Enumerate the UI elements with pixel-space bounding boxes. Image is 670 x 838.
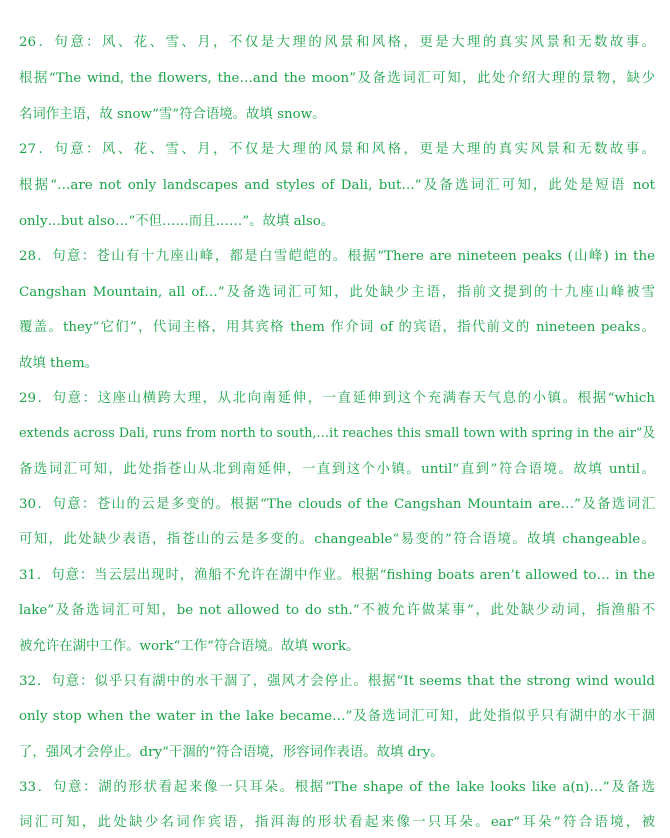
explanation-line: only…but also…“不但……而且……”。故填 also。 xyxy=(19,214,335,229)
explanation-line: 根据“The wind, the flowers, the…and the moon”及备选词汇可知，此处介绍大理的景物，缺少 xyxy=(19,71,655,86)
explanation-line: 31．句意：当云层出现时，渔船不允许在湖中作业。根据“fishing boats aren’t allowed to… in the xyxy=(19,568,655,583)
explanation-line: 被允许在湖中工作。work“工作”符合语境。故填 work。 xyxy=(19,639,360,654)
explanation-line: Cangshan Mountain, all of…”及备选词汇可知，此处缺少主语，指前文提到的十九座山峰被雪 xyxy=(19,285,655,300)
explanation-line: 了，强风才会停止。dry“干涸的”符合语境，形容词作表语。故填 dry。 xyxy=(19,745,444,760)
explanation-line: 30．句意：苍山的云是多变的。根据“The clouds of the Cangshan Mountain are…”及备选词汇 xyxy=(19,497,655,512)
explanation-line: lake”及备选词汇可知，be not allowed to do sth.“不被允许做某事”，此处缺少动词，指渔船不 xyxy=(19,603,655,618)
explanation-line: 28．句意：苍山有十九座山峰，都是白雪皑皑的。根据“There are nineteen peaks (山峰) in the xyxy=(19,249,655,264)
explanation-line: 覆盖。they“它们”，代词主格，用其宾格 them 作介词 of 的宾语，指代前文的 nineteen peaks。 xyxy=(19,320,655,335)
explanation-line: 27．句意：风、花、雪、月，不仅是大理的风景和风格，更是大理的真实风景和无数故事。 xyxy=(19,142,655,157)
explanation-line: only stop when the water in the lake became…”及备选词汇可知，此处指似乎只有湖中的水干涸 xyxy=(19,709,655,724)
explanation-line: 词汇可知，此处缺少名词作宾语，指洱海的形状看起来像一只耳朵。ear“耳朵”符合语境，被 xyxy=(19,815,655,830)
explanation-line: 备选词汇可知，此处指苍山从北到南延伸，一直到这个小镇。until“直到”符合语境。故填 until。 xyxy=(19,462,655,477)
explanation-line: 29．句意：这座山横跨大理，从北向南延伸，一直延伸到这个充满春天气息的小镇。根据“which xyxy=(19,391,655,406)
explanation-line: 根据“…are not only landscapes and styles of Dali, but…”及备选词汇可知，此处是短语 not xyxy=(19,178,655,193)
explanation-line: 名词作主语，故 snow“雪”符合语境。故填 snow。 xyxy=(19,107,326,122)
explanation-line: 26．句意：风、花、雪、月，不仅是大理的风景和风格，更是大理的真实风景和无数故事。 xyxy=(19,35,655,50)
explanation-line: extends across Dali, runs from north to south,…it reaches this small town with spring in the air”及 xyxy=(19,426,656,441)
explanation-line: 可知，此处缺少表语，指苍山的云是多变的。changeable“易变的”符合语境。故填 changeable。 xyxy=(19,532,655,547)
explanation-line: 33．句意：湖的形状看起来像一只耳朵。根据“The shape of the lake looks like a(n)…”及备选 xyxy=(19,780,655,795)
explanation-line: 故填 them。 xyxy=(19,356,99,371)
explanation-line: 32．句意：似乎只有湖中的水干涸了，强风才会停止。根据“It seems that the strong wind would xyxy=(19,674,655,689)
